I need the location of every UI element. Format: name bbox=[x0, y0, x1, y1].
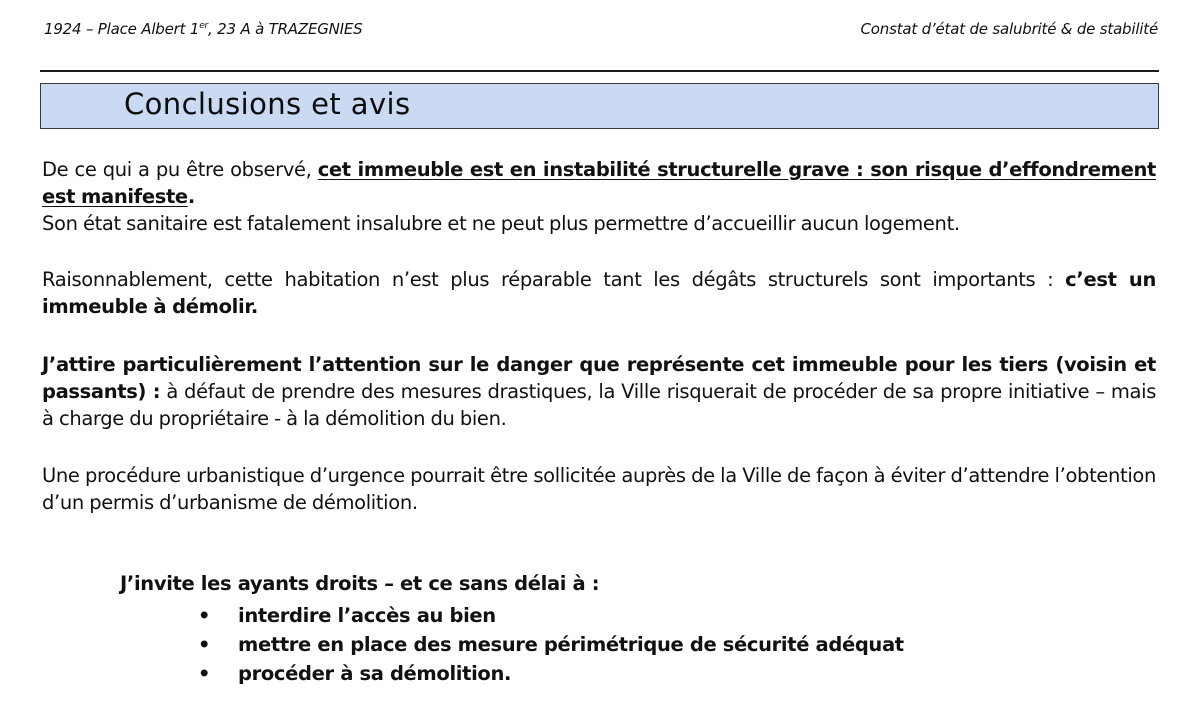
section-title: Conclusions et avis bbox=[124, 87, 411, 121]
p1-emphasis: cet immeuble est en instabilité structurelle grave : son risque d’effondrement est manifeste bbox=[42, 158, 1156, 208]
paragraph-repairability bbox=[42, 266, 1156, 320]
p3-emphasis: J’attire particulièrement l’attention sur le danger que représente cet immeuble pour les tiers (voisin et passants) : bbox=[42, 353, 1156, 403]
paragraph-danger bbox=[42, 351, 1156, 432]
list-item bbox=[196, 601, 904, 630]
p1-end: . bbox=[187, 185, 195, 208]
p2-lead: Raisonnablement, cette habitation n’est plus réparable tant les dégâts structurels sont importants : bbox=[42, 268, 1066, 291]
header-address bbox=[44, 20, 363, 38]
p2-emphasis: c’est un immeuble à démolir. bbox=[42, 268, 1156, 318]
bullet-icon: • bbox=[198, 662, 211, 685]
list-item bbox=[196, 659, 904, 688]
p1-sanitary: Son état sanitaire est fatalement insalubre et ne peut plus permettre d’accueillir aucun logement. bbox=[42, 212, 960, 235]
paragraph-procedure: Une procédure urbanistique d’urgence pourrait être sollicitée auprès de la Ville de façon à éviter d’attendre l’obtention d’un permis d’urbanisme de démolition. bbox=[42, 464, 1156, 514]
header-rule bbox=[40, 70, 1159, 72]
p1-lead: De ce qui a pu être observé, bbox=[42, 158, 318, 181]
action-item-text: interdire l’accès au bien bbox=[238, 604, 496, 627]
header-address-main: 1924 – Place Albert 1 bbox=[44, 20, 200, 38]
header-document-title: Constat d’état de salubrité & de stabilité bbox=[860, 20, 1158, 38]
bullet-icon: • bbox=[198, 633, 211, 656]
action-list bbox=[196, 601, 904, 688]
action-item-text: mettre en place des mesure périmétrique de sécurité adéquat bbox=[238, 633, 904, 656]
action-item-text: procéder à sa démolition. bbox=[238, 662, 512, 685]
header-address-rest: , 23 A à TRAZEGNIES bbox=[208, 20, 363, 38]
invitation-intro: J’invite les ayants droits – et ce sans délai à : bbox=[120, 572, 600, 595]
p3-rest: à défaut de prendre des mesures drastiques, la Ville risquerait de procéder de sa propre initiative – mais à charge du propriétaire - à la démolition du bien. bbox=[42, 380, 1156, 430]
list-item bbox=[196, 630, 904, 659]
header-address-sup: er bbox=[199, 21, 209, 31]
bullet-icon: • bbox=[198, 604, 211, 627]
paragraph-observation bbox=[42, 156, 1156, 237]
